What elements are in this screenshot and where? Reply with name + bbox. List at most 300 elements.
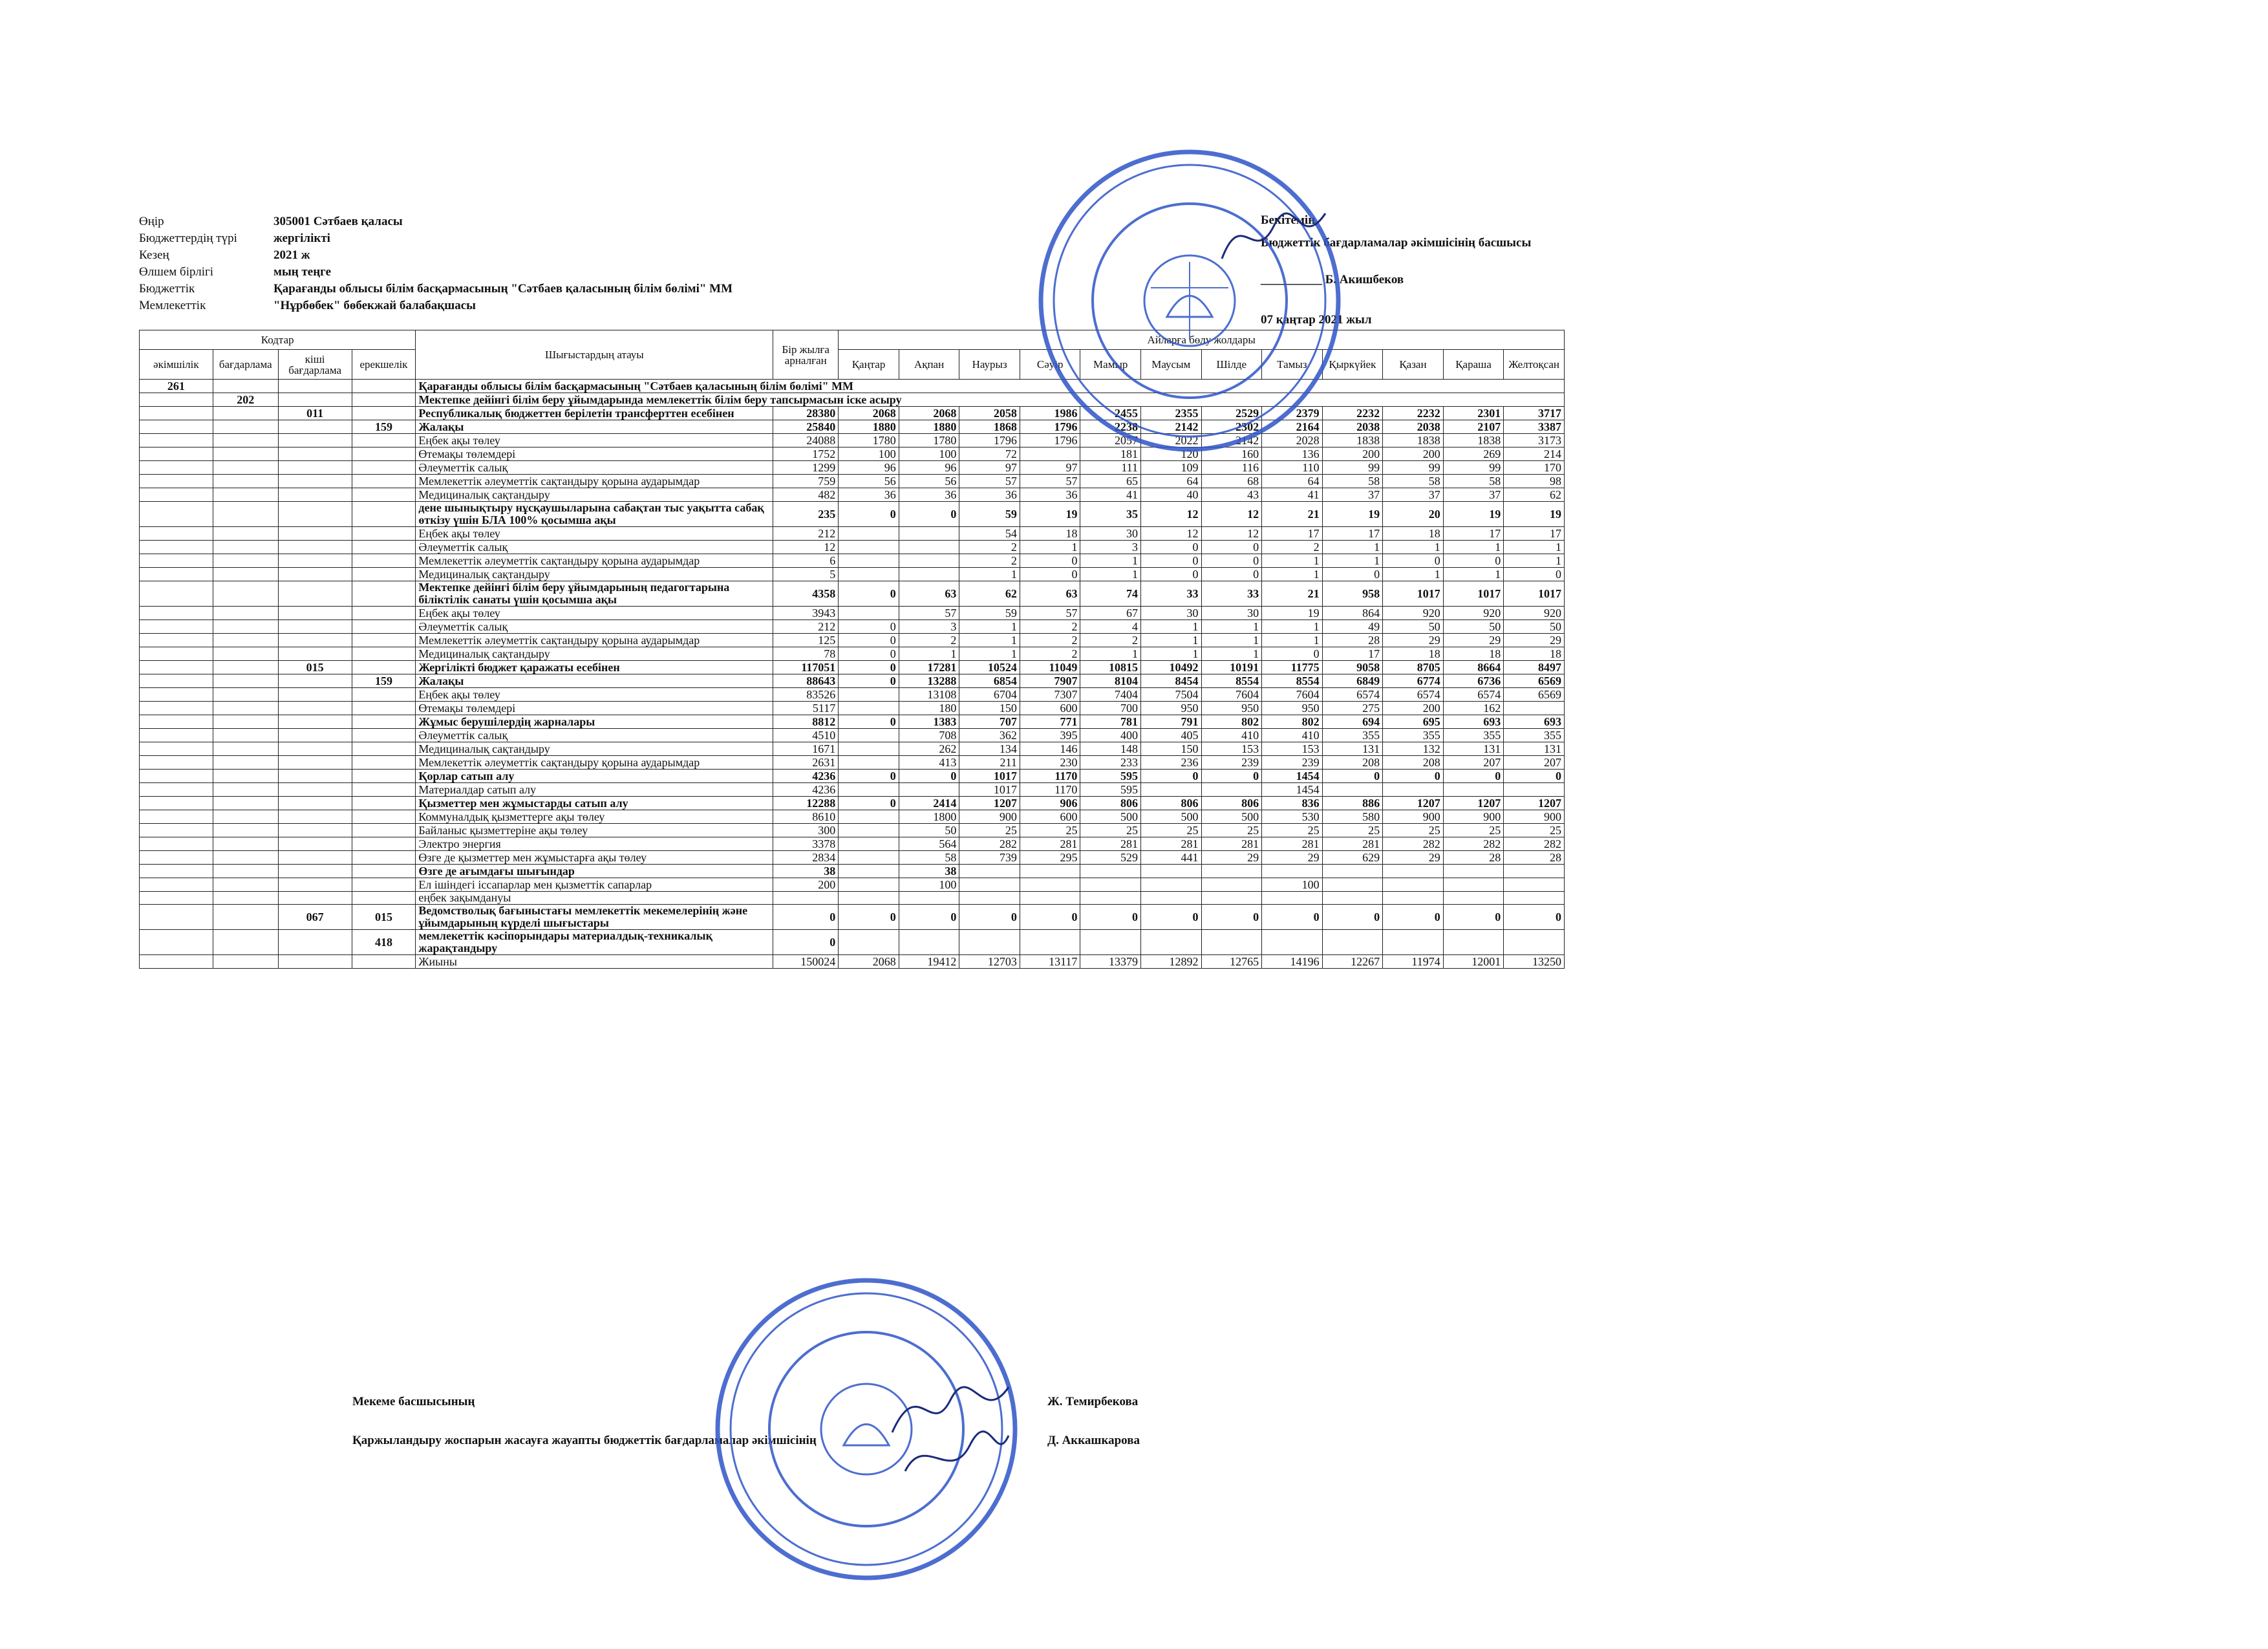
month-amount-cell: 30: [1080, 527, 1141, 541]
month-amount-cell: 781: [1080, 715, 1141, 729]
expense-name-cell: Мектепке дейінгі білім беру ұйымдарының педагогтарына біліктілік санаты үшін қосымша ақы: [416, 581, 773, 607]
annual-amount-cell: 235: [773, 502, 839, 527]
code-cell: [140, 729, 213, 742]
code-cell: [278, 541, 352, 554]
code-cell: 015: [352, 905, 416, 930]
month-amount-cell: 12: [1201, 527, 1262, 541]
code-cell: [213, 770, 278, 783]
expense-name-cell: Медициналық сақтандыру: [416, 488, 773, 502]
month-amount-cell: 1868: [959, 420, 1020, 434]
table-row: [140, 674, 1565, 688]
month-amount-cell: 19: [1504, 502, 1565, 527]
code-cell: [352, 770, 416, 783]
month-header: Қыркүйек: [1322, 350, 1383, 380]
month-amount-cell: 441: [1140, 851, 1201, 865]
month-amount-cell: 25: [1262, 824, 1323, 837]
month-amount-cell: 19: [1322, 502, 1383, 527]
month-amount-cell: 7604: [1262, 688, 1323, 702]
table-row: [140, 688, 1565, 702]
month-amount-cell: 2: [1020, 620, 1080, 634]
code-cell: [278, 475, 352, 488]
code-cell: [213, 541, 278, 554]
annual-amount-cell: 1752: [773, 447, 839, 461]
month-amount-cell: 10524: [959, 661, 1020, 674]
code-cell: [278, 742, 352, 756]
code-cell: [213, 380, 278, 393]
month-amount-cell: 153: [1201, 742, 1262, 756]
code-cell: [278, 502, 352, 527]
month-amount-cell: [899, 541, 959, 554]
monthly-header: Айларға бөлу жолдары: [839, 330, 1565, 350]
month-amount-cell: 6704: [959, 688, 1020, 702]
code-cell: [352, 878, 416, 892]
month-amount-cell: 1838: [1322, 434, 1383, 447]
expense-name-cell: Әлеуметтік салық: [416, 620, 773, 634]
month-amount-cell: 13108: [899, 688, 959, 702]
code-cell: [278, 797, 352, 810]
code-cell: [140, 420, 213, 434]
code-cell: [278, 393, 352, 407]
month-amount-cell: 59: [959, 607, 1020, 620]
month-amount-cell: 0: [1140, 568, 1201, 581]
month-amount-cell: [1383, 878, 1444, 892]
month-amount-cell: 17: [1322, 647, 1383, 661]
month-amount-cell: 17: [1322, 527, 1383, 541]
month-amount-cell: 269: [1443, 447, 1504, 461]
month-amount-cell: 7404: [1080, 688, 1141, 702]
month-amount-cell: 920: [1383, 607, 1444, 620]
month-header: Ақпан: [899, 350, 959, 380]
annual-amount-cell: 0: [773, 905, 839, 930]
month-amount-cell: 160: [1201, 447, 1262, 461]
month-amount-cell: [1504, 878, 1565, 892]
code-cell: [213, 688, 278, 702]
month-amount-cell: 8554: [1262, 674, 1323, 688]
month-amount-cell: 36: [839, 488, 899, 502]
month-amount-cell: 109: [1140, 461, 1201, 475]
unit-label: Өлшем бірлігі: [139, 265, 214, 279]
month-amount-cell: 564: [899, 837, 959, 851]
annual-amount-cell: 1299: [773, 461, 839, 475]
month-amount-cell: 18: [1383, 527, 1444, 541]
region-label: Өңір: [139, 215, 164, 228]
month-amount-cell: [1262, 930, 1323, 955]
annual-amount-cell: 2631: [773, 756, 839, 770]
annual-amount-cell: 3378: [773, 837, 839, 851]
month-amount-cell: [839, 568, 899, 581]
month-amount-cell: 57: [959, 475, 1020, 488]
month-amount-cell: 18: [1020, 527, 1080, 541]
table-row: [140, 770, 1565, 783]
month-amount-cell: 1017: [959, 770, 1020, 783]
code-cell: [278, 620, 352, 634]
approval-signature-scribble: [1215, 200, 1332, 272]
month-amount-cell: 64: [1262, 475, 1323, 488]
month-amount-cell: 28: [1443, 851, 1504, 865]
expense-name-cell: Қорлар сатып алу: [416, 770, 773, 783]
month-amount-cell: 29: [1201, 851, 1262, 865]
month-amount-cell: 63: [899, 581, 959, 607]
month-amount-cell: 11049: [1020, 661, 1080, 674]
code-cell: [352, 797, 416, 810]
code-cell: 067: [278, 905, 352, 930]
finance-signature-name: Д. Аккашкарова: [1047, 1434, 1140, 1447]
code-cell: [278, 607, 352, 620]
month-amount-cell: 1796: [1020, 434, 1080, 447]
month-amount-cell: 1017: [1383, 581, 1444, 607]
month-amount-cell: 530: [1262, 810, 1323, 824]
month-amount-cell: 0: [1201, 541, 1262, 554]
expense-name-cell: Электро энергия: [416, 837, 773, 851]
table-row: [140, 620, 1565, 634]
month-amount-cell: [839, 837, 899, 851]
annual-amount-cell: 3943: [773, 607, 839, 620]
month-amount-cell: 1: [1443, 568, 1504, 581]
month-amount-cell: 900: [959, 810, 1020, 824]
month-amount-cell: 58: [1383, 475, 1444, 488]
month-amount-cell: 28: [1322, 634, 1383, 647]
month-amount-cell: 20: [1383, 502, 1444, 527]
month-amount-cell: 282: [1443, 837, 1504, 851]
code-cell: [278, 488, 352, 502]
month-amount-cell: 12: [1140, 502, 1201, 527]
code-cell: [213, 488, 278, 502]
table-row: [140, 878, 1565, 892]
month-amount-cell: 2: [959, 554, 1020, 568]
code-cell: [278, 634, 352, 647]
month-amount-cell: 2068: [839, 407, 899, 420]
month-amount-cell: 900: [1443, 810, 1504, 824]
code-cell: [213, 756, 278, 770]
month-amount-cell: 3387: [1504, 420, 1565, 434]
code-cell: [213, 634, 278, 647]
month-amount-cell: 17: [1504, 527, 1565, 541]
month-amount-cell: 17: [1262, 527, 1323, 541]
code-cell: [352, 541, 416, 554]
annual-amount-cell: 4510: [773, 729, 839, 742]
code-cell: [352, 742, 416, 756]
code-cell: 418: [352, 930, 416, 955]
code-cell: [140, 475, 213, 488]
month-header: Қазан: [1383, 350, 1444, 380]
month-amount-cell: 33: [1140, 581, 1201, 607]
month-amount-cell: 2: [899, 634, 959, 647]
month-amount-cell: 707: [959, 715, 1020, 729]
month-amount-cell: 0: [1140, 770, 1201, 783]
month-amount-cell: 30: [1140, 607, 1201, 620]
month-amount-cell: 595: [1080, 783, 1141, 797]
month-amount-cell: 2: [959, 541, 1020, 554]
code-cell: [352, 634, 416, 647]
table-row: [140, 634, 1565, 647]
month-amount-cell: [1322, 878, 1383, 892]
month-amount-cell: 116: [1201, 461, 1262, 475]
annual-amount-cell: 4236: [773, 783, 839, 797]
month-amount-cell: [1504, 930, 1565, 955]
month-amount-cell: 0: [839, 797, 899, 810]
expense-name-cell: Мемлекеттік әлеуметтік сақтандыру қорына аударымдар: [416, 634, 773, 647]
annual-amount-cell: 12: [773, 541, 839, 554]
table-row: [140, 810, 1565, 824]
month-amount-cell: 282: [1383, 837, 1444, 851]
code-cell: [352, 688, 416, 702]
month-amount-cell: 10815: [1080, 661, 1141, 674]
month-amount-cell: 281: [1262, 837, 1323, 851]
code-cell: [278, 851, 352, 865]
unit-value: мың теңге: [273, 265, 331, 279]
expense-name-cell: Мемлекеттік әлеуметтік сақтандыру қорына аударымдар: [416, 554, 773, 568]
table-row: [140, 647, 1565, 661]
month-amount-cell: 1207: [1504, 797, 1565, 810]
month-amount-cell: 153: [1262, 742, 1323, 756]
month-amount-cell: 2038: [1383, 420, 1444, 434]
annual-amount-cell: 4236: [773, 770, 839, 783]
month-amount-cell: 281: [1322, 837, 1383, 851]
month-amount-cell: 35: [1080, 502, 1141, 527]
month-amount-cell: 207: [1504, 756, 1565, 770]
code-cell: [140, 770, 213, 783]
month-amount-cell: [1080, 878, 1141, 892]
month-amount-cell: 56: [899, 475, 959, 488]
month-amount-cell: 0: [1383, 905, 1444, 930]
month-amount-cell: 8454: [1140, 674, 1201, 688]
period-label: Кезең: [139, 248, 169, 262]
upper-seal-stamp: [1028, 139, 1351, 462]
month-amount-cell: 38: [899, 865, 959, 878]
month-amount-cell: 25: [1443, 824, 1504, 837]
month-amount-cell: 400: [1080, 729, 1141, 742]
annual-amount-cell: 6: [773, 554, 839, 568]
month-amount-cell: 0: [839, 647, 899, 661]
code-cell: [140, 837, 213, 851]
code-cell: [213, 892, 278, 905]
month-amount-cell: 0: [1140, 541, 1201, 554]
month-amount-cell: 0: [839, 502, 899, 527]
code-cell: [213, 461, 278, 475]
month-amount-cell: 1: [899, 647, 959, 661]
code-cell: [140, 824, 213, 837]
month-amount-cell: 7307: [1020, 688, 1080, 702]
month-amount-cell: 96: [899, 461, 959, 475]
head-signature-label: Мекеме басшысының: [352, 1395, 475, 1408]
month-amount-cell: [1262, 865, 1323, 878]
month-amount-cell: 12001: [1443, 955, 1504, 969]
code-column-header: ерекшелік: [352, 350, 416, 380]
code-cell: [213, 905, 278, 930]
month-amount-cell: 1017: [1443, 581, 1504, 607]
code-cell: [140, 878, 213, 892]
month-amount-cell: 6774: [1383, 674, 1444, 688]
month-amount-cell: 600: [1020, 702, 1080, 715]
month-amount-cell: [839, 851, 899, 865]
month-amount-cell: 1: [1262, 554, 1323, 568]
month-amount-cell: [1322, 865, 1383, 878]
month-amount-cell: 0: [1020, 554, 1080, 568]
month-amount-cell: 29: [1504, 634, 1565, 647]
code-cell: 159: [352, 420, 416, 434]
month-amount-cell: [1504, 783, 1565, 797]
month-amount-cell: 67: [1080, 607, 1141, 620]
code-cell: [352, 527, 416, 541]
month-amount-cell: 72: [959, 447, 1020, 461]
table-row: [140, 475, 1565, 488]
month-amount-cell: 1: [1262, 634, 1323, 647]
code-cell: [352, 783, 416, 797]
code-cell: [352, 568, 416, 581]
code-cell: [140, 955, 213, 969]
month-amount-cell: 2107: [1443, 420, 1504, 434]
month-amount-cell: [839, 554, 899, 568]
month-amount-cell: 500: [1140, 810, 1201, 824]
month-amount-cell: 1: [1504, 541, 1565, 554]
code-cell: [213, 837, 278, 851]
month-amount-cell: 600: [1020, 810, 1080, 824]
code-cell: [352, 407, 416, 420]
table-row: [140, 527, 1565, 541]
month-amount-cell: 6574: [1383, 688, 1444, 702]
month-amount-cell: 2355: [1140, 407, 1201, 420]
code-cell: [278, 930, 352, 955]
month-amount-cell: 13250: [1504, 955, 1565, 969]
month-amount-cell: 1207: [1383, 797, 1444, 810]
month-amount-cell: 739: [959, 851, 1020, 865]
month-amount-cell: 41: [1262, 488, 1323, 502]
month-amount-cell: 2455: [1080, 407, 1141, 420]
month-amount-cell: 2: [1020, 647, 1080, 661]
month-amount-cell: 8705: [1383, 661, 1444, 674]
month-amount-cell: 362: [959, 729, 1020, 742]
annual-amount-cell: 88643: [773, 674, 839, 688]
month-amount-cell: 170: [1504, 461, 1565, 475]
expense-name-cell: Ведомстволық бағыныстағы мемлекеттік мекемелерінің және ұйымдарының күрделі шығыстары: [416, 905, 773, 930]
code-column-header: бағдарлама: [213, 350, 278, 380]
month-amount-cell: 74: [1080, 581, 1141, 607]
expense-name-cell: Қарағанды облысы білім басқармасының "Сәтбаев қаласының білім бөлімі" ММ: [416, 380, 1565, 393]
month-amount-cell: 200: [1383, 702, 1444, 715]
expense-name-cell: Өтемақы төлемдері: [416, 447, 773, 461]
month-amount-cell: 281: [1201, 837, 1262, 851]
month-amount-cell: 59: [959, 502, 1020, 527]
code-cell: [140, 434, 213, 447]
annual-header: Бір жылға арналған: [773, 330, 839, 380]
month-amount-cell: 0: [1322, 905, 1383, 930]
code-cell: [213, 851, 278, 865]
month-amount-cell: 355: [1504, 729, 1565, 742]
month-amount-cell: 8664: [1443, 661, 1504, 674]
code-cell: [352, 380, 416, 393]
month-amount-cell: 29: [1262, 851, 1323, 865]
month-amount-cell: 2301: [1443, 407, 1504, 420]
month-amount-cell: 111: [1080, 461, 1141, 475]
month-amount-cell: 148: [1080, 742, 1141, 756]
month-amount-cell: 230: [1020, 756, 1080, 770]
expense-name-cell: Әлеуметтік салық: [416, 729, 773, 742]
month-amount-cell: 58: [1322, 475, 1383, 488]
month-amount-cell: 700: [1080, 702, 1141, 715]
code-cell: [140, 810, 213, 824]
month-amount-cell: 12267: [1322, 955, 1383, 969]
expense-name-cell: Республикалық бюджеттен берілетін трансферттен есебінен: [416, 407, 773, 420]
month-amount-cell: 2038: [1322, 420, 1383, 434]
code-cell: [213, 581, 278, 607]
month-amount-cell: 695: [1383, 715, 1444, 729]
expense-name-cell: Өзге де қызметтер мен жұмыстарға ақы төлеу: [416, 851, 773, 865]
month-amount-cell: 36: [959, 488, 1020, 502]
month-amount-cell: 1: [1322, 541, 1383, 554]
month-amount-cell: [1020, 865, 1080, 878]
month-amount-cell: [839, 742, 899, 756]
month-amount-cell: 7504: [1140, 688, 1201, 702]
month-amount-cell: 100: [899, 447, 959, 461]
month-amount-cell: 233: [1080, 756, 1141, 770]
code-cell: [278, 420, 352, 434]
month-amount-cell: 2028: [1262, 434, 1323, 447]
month-amount-cell: 864: [1322, 607, 1383, 620]
month-amount-cell: 295: [1020, 851, 1080, 865]
code-cell: [140, 634, 213, 647]
month-amount-cell: 19412: [899, 955, 959, 969]
month-amount-cell: 262: [899, 742, 959, 756]
expense-name-cell: Мектепке дейінгі білім беру ұйымдарында мемлекеттік білім беру тапсырмасын іске асыру: [416, 393, 1565, 407]
month-amount-cell: 2302: [1201, 420, 1262, 434]
month-amount-cell: [899, 783, 959, 797]
code-cell: [278, 702, 352, 715]
table-row: [140, 824, 1565, 837]
month-amount-cell: 58: [899, 851, 959, 865]
month-amount-cell: 1454: [1262, 783, 1323, 797]
month-amount-cell: [1322, 930, 1383, 955]
month-amount-cell: [959, 865, 1020, 878]
month-amount-cell: 1207: [1443, 797, 1504, 810]
code-cell: [278, 647, 352, 661]
month-amount-cell: 694: [1322, 715, 1383, 729]
code-cell: [213, 434, 278, 447]
month-amount-cell: 2238: [1080, 420, 1141, 434]
code-cell: [213, 783, 278, 797]
code-cell: [352, 892, 416, 905]
month-amount-cell: 68: [1201, 475, 1262, 488]
month-amount-cell: 58: [1443, 475, 1504, 488]
month-amount-cell: 50: [1504, 620, 1565, 634]
month-header: Шілде: [1201, 350, 1262, 380]
month-amount-cell: 214: [1504, 447, 1565, 461]
code-cell: [352, 461, 416, 475]
period-value: 2021 ж: [273, 248, 310, 262]
table-row: [140, 756, 1565, 770]
month-amount-cell: 2: [1262, 541, 1323, 554]
code-cell: [278, 756, 352, 770]
annual-amount-cell: 28380: [773, 407, 839, 420]
month-amount-cell: 6854: [959, 674, 1020, 688]
table-row: [140, 905, 1565, 930]
month-amount-cell: 41: [1080, 488, 1141, 502]
month-amount-cell: 410: [1201, 729, 1262, 742]
code-cell: [278, 674, 352, 688]
code-cell: [213, 715, 278, 729]
expense-name-cell: дене шынықтыру нұсқаушыларына сабақтан тыс уақытта сабақ өткізу үшін БЛА 100% қосымша ақы: [416, 502, 773, 527]
month-amount-cell: 56: [839, 475, 899, 488]
month-amount-cell: 1454: [1262, 770, 1323, 783]
code-cell: [278, 837, 352, 851]
month-amount-cell: 1: [1080, 647, 1141, 661]
month-amount-cell: 4: [1080, 620, 1141, 634]
table-row: [140, 715, 1565, 729]
month-amount-cell: 25: [1383, 824, 1444, 837]
month-amount-cell: 1207: [959, 797, 1020, 810]
month-amount-cell: 19: [1443, 502, 1504, 527]
month-amount-cell: [1383, 892, 1444, 905]
budget-type-value: жергілікті: [273, 232, 330, 245]
